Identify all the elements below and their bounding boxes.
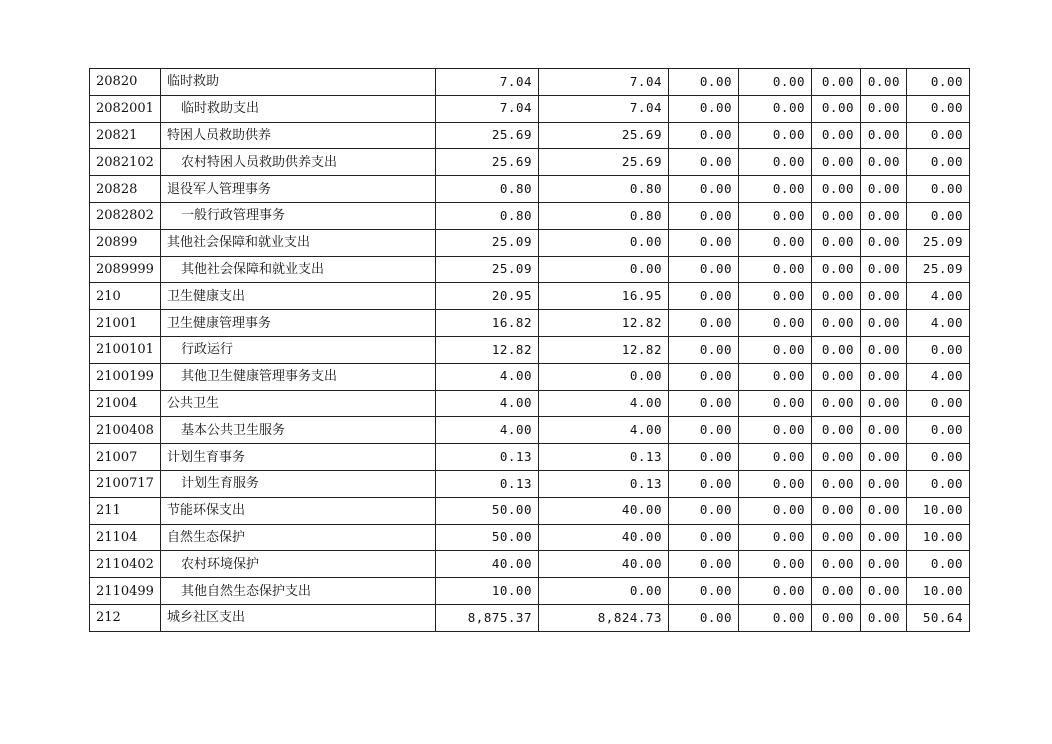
- amount-cell: 0.00: [669, 524, 739, 551]
- amount-cell: 0.00: [861, 310, 907, 337]
- amount-cell: 0.00: [669, 256, 739, 283]
- subject-name-cell: 临时救助支出: [161, 95, 436, 122]
- table-row: [90, 551, 970, 578]
- amount-cell: 7.04: [436, 69, 539, 96]
- amount-cell: 8,824.73: [539, 604, 669, 631]
- amount-cell: 0.00: [739, 69, 812, 96]
- table-row: [90, 604, 970, 631]
- subject-name-cell: 其他社会保障和就业支出: [161, 256, 436, 283]
- table-row: [90, 310, 970, 337]
- amount-cell: 0.00: [812, 524, 861, 551]
- amount-cell: 50.64: [907, 604, 970, 631]
- amount-cell: 0.80: [539, 202, 669, 229]
- amount-cell: 0.00: [812, 604, 861, 631]
- amount-cell: 0.80: [436, 202, 539, 229]
- amount-cell: 0.00: [861, 283, 907, 310]
- amount-cell: 0.00: [739, 176, 812, 203]
- amount-cell: 25.69: [436, 122, 539, 149]
- amount-cell: 0.00: [812, 578, 861, 605]
- amount-cell: 16.82: [436, 310, 539, 337]
- amount-cell: 0.00: [669, 202, 739, 229]
- amount-cell: 25.09: [907, 256, 970, 283]
- subject-code-cell: 212: [90, 604, 161, 631]
- table-row: [90, 176, 970, 203]
- amount-cell: 12.82: [539, 310, 669, 337]
- amount-cell: 16.95: [539, 283, 669, 310]
- amount-cell: 0.00: [539, 578, 669, 605]
- amount-cell: 0.00: [669, 470, 739, 497]
- subject-code-cell: 20828: [90, 176, 161, 203]
- amount-cell: 0.00: [861, 363, 907, 390]
- amount-cell: 0.00: [739, 310, 812, 337]
- amount-cell: 0.00: [669, 604, 739, 631]
- subject-name-cell: 卫生健康管理事务: [161, 310, 436, 337]
- amount-cell: 0.00: [907, 551, 970, 578]
- amount-cell: 25.69: [539, 122, 669, 149]
- amount-cell: 0.00: [907, 176, 970, 203]
- amount-cell: 4.00: [539, 417, 669, 444]
- amount-cell: 0.00: [861, 122, 907, 149]
- table-row: [90, 390, 970, 417]
- amount-cell: 0.00: [739, 444, 812, 471]
- table-row: [90, 497, 970, 524]
- amount-cell: 0.00: [739, 202, 812, 229]
- amount-cell: 0.00: [739, 524, 812, 551]
- amount-cell: 0.00: [861, 256, 907, 283]
- amount-cell: 0.00: [812, 470, 861, 497]
- amount-cell: 0.00: [739, 390, 812, 417]
- amount-cell: 10.00: [907, 578, 970, 605]
- amount-cell: 0.80: [539, 176, 669, 203]
- table-row: [90, 444, 970, 471]
- subject-name-cell: 基本公共卫生服务: [161, 417, 436, 444]
- amount-cell: 7.04: [539, 95, 669, 122]
- amount-cell: 4.00: [907, 310, 970, 337]
- amount-cell: 0.13: [539, 444, 669, 471]
- table-row: [90, 202, 970, 229]
- amount-cell: 0.00: [907, 122, 970, 149]
- amount-cell: 0.00: [907, 470, 970, 497]
- subject-name-cell: 计划生育服务: [161, 470, 436, 497]
- subject-code-cell: 2082802: [90, 202, 161, 229]
- amount-cell: 0.00: [907, 95, 970, 122]
- amount-cell: 0.00: [669, 122, 739, 149]
- amount-cell: 0.00: [812, 417, 861, 444]
- subject-code-cell: 21007: [90, 444, 161, 471]
- amount-cell: 0.00: [669, 417, 739, 444]
- amount-cell: 0.00: [669, 149, 739, 176]
- subject-name-cell: 计划生育事务: [161, 444, 436, 471]
- amount-cell: 7.04: [539, 69, 669, 96]
- amount-cell: 4.00: [539, 390, 669, 417]
- subject-code-cell: 2089999: [90, 256, 161, 283]
- subject-code-cell: 2110499: [90, 578, 161, 605]
- amount-cell: 0.00: [861, 95, 907, 122]
- table-row: [90, 363, 970, 390]
- subject-code-cell: 2100101: [90, 336, 161, 363]
- amount-cell: 4.00: [436, 363, 539, 390]
- amount-cell: 0.00: [739, 470, 812, 497]
- amount-cell: 0.00: [739, 497, 812, 524]
- amount-cell: 0.00: [669, 551, 739, 578]
- amount-cell: 0.13: [436, 444, 539, 471]
- amount-cell: 7.04: [436, 95, 539, 122]
- amount-cell: 0.00: [739, 122, 812, 149]
- amount-cell: 10.00: [907, 497, 970, 524]
- amount-cell: 0.80: [436, 176, 539, 203]
- subject-name-cell: 其他自然生态保护支出: [161, 578, 436, 605]
- amount-cell: 0.00: [907, 202, 970, 229]
- amount-cell: 0.00: [739, 283, 812, 310]
- subject-name-cell: 农村环境保护: [161, 551, 436, 578]
- amount-cell: 0.00: [739, 578, 812, 605]
- amount-cell: 0.00: [861, 176, 907, 203]
- subject-code-cell: 21104: [90, 524, 161, 551]
- amount-cell: 0.00: [669, 578, 739, 605]
- subject-code-cell: 2110402: [90, 551, 161, 578]
- table-row: [90, 69, 970, 96]
- amount-cell: 25.09: [436, 256, 539, 283]
- amount-cell: 50.00: [436, 524, 539, 551]
- amount-cell: 0.00: [861, 202, 907, 229]
- subject-code-cell: 2100408: [90, 417, 161, 444]
- amount-cell: 12.82: [539, 336, 669, 363]
- amount-cell: 0.00: [812, 122, 861, 149]
- amount-cell: 0.00: [669, 229, 739, 256]
- table-row: [90, 470, 970, 497]
- amount-cell: 0.00: [669, 95, 739, 122]
- subject-name-cell: 特困人员救助供养: [161, 122, 436, 149]
- amount-cell: 0.00: [669, 283, 739, 310]
- subject-name-cell: 农村特困人员救助供养支出: [161, 149, 436, 176]
- amount-cell: 0.00: [812, 176, 861, 203]
- amount-cell: 0.00: [907, 69, 970, 96]
- amount-cell: 0.00: [812, 497, 861, 524]
- amount-cell: 10.00: [436, 578, 539, 605]
- subject-name-cell: 卫生健康支出: [161, 283, 436, 310]
- amount-cell: 20.95: [436, 283, 539, 310]
- amount-cell: 0.00: [739, 256, 812, 283]
- amount-cell: 4.00: [436, 417, 539, 444]
- amount-cell: 40.00: [539, 551, 669, 578]
- amount-cell: 0.00: [812, 551, 861, 578]
- amount-cell: 0.00: [812, 256, 861, 283]
- subject-name-cell: 自然生态保护: [161, 524, 436, 551]
- subject-name-cell: 行政运行: [161, 336, 436, 363]
- amount-cell: 0.00: [907, 417, 970, 444]
- amount-cell: 0.13: [539, 470, 669, 497]
- subject-name-cell: 一般行政管理事务: [161, 202, 436, 229]
- amount-cell: 0.00: [812, 69, 861, 96]
- amount-cell: 0.00: [861, 551, 907, 578]
- table-row: [90, 256, 970, 283]
- amount-cell: 0.00: [812, 390, 861, 417]
- amount-cell: 8,875.37: [436, 604, 539, 631]
- amount-cell: 0.00: [861, 444, 907, 471]
- subject-code-cell: 211: [90, 497, 161, 524]
- amount-cell: 0.00: [669, 497, 739, 524]
- subject-name-cell: 临时救助: [161, 69, 436, 96]
- amount-cell: 0.00: [739, 417, 812, 444]
- amount-cell: 0.00: [861, 390, 907, 417]
- amount-cell: 0.00: [539, 229, 669, 256]
- subject-code-cell: 21001: [90, 310, 161, 337]
- amount-cell: 4.00: [436, 390, 539, 417]
- amount-cell: 10.00: [907, 524, 970, 551]
- table-body: [90, 69, 970, 632]
- amount-cell: 0.00: [812, 202, 861, 229]
- amount-cell: 0.00: [812, 95, 861, 122]
- subject-name-cell: 公共卫生: [161, 390, 436, 417]
- subject-code-cell: 2100199: [90, 363, 161, 390]
- table-row: [90, 149, 970, 176]
- amount-cell: 0.00: [739, 551, 812, 578]
- amount-cell: 0.00: [669, 336, 739, 363]
- amount-cell: 0.00: [739, 229, 812, 256]
- amount-cell: 0.00: [669, 69, 739, 96]
- amount-cell: 0.00: [861, 497, 907, 524]
- amount-cell: 25.69: [436, 149, 539, 176]
- amount-cell: 40.00: [539, 524, 669, 551]
- amount-cell: 25.09: [907, 229, 970, 256]
- amount-cell: 0.00: [861, 417, 907, 444]
- amount-cell: 0.00: [539, 363, 669, 390]
- table-row: [90, 229, 970, 256]
- amount-cell: 0.00: [861, 336, 907, 363]
- subject-code-cell: 20821: [90, 122, 161, 149]
- amount-cell: 0.00: [669, 363, 739, 390]
- subject-code-cell: 20820: [90, 69, 161, 96]
- amount-cell: 0.00: [861, 604, 907, 631]
- subject-code-cell: 21004: [90, 390, 161, 417]
- amount-cell: 0.00: [739, 604, 812, 631]
- amount-cell: 0.00: [739, 95, 812, 122]
- amount-cell: 0.00: [739, 149, 812, 176]
- table-row: [90, 95, 970, 122]
- amount-cell: 40.00: [539, 497, 669, 524]
- amount-cell: 50.00: [436, 497, 539, 524]
- amount-cell: 4.00: [907, 363, 970, 390]
- amount-cell: 0.00: [669, 310, 739, 337]
- subject-name-cell: 其他卫生健康管理事务支出: [161, 363, 436, 390]
- amount-cell: 0.00: [861, 524, 907, 551]
- amount-cell: 0.00: [812, 363, 861, 390]
- amount-cell: 0.00: [669, 390, 739, 417]
- amount-cell: 0.00: [739, 336, 812, 363]
- amount-cell: 0.00: [812, 444, 861, 471]
- subject-name-cell: 城乡社区支出: [161, 604, 436, 631]
- amount-cell: 0.00: [907, 336, 970, 363]
- subject-code-cell: 210: [90, 283, 161, 310]
- table-row: [90, 283, 970, 310]
- amount-cell: 4.00: [907, 283, 970, 310]
- amount-cell: 12.82: [436, 336, 539, 363]
- amount-cell: 0.00: [907, 390, 970, 417]
- subject-code-cell: 20899: [90, 229, 161, 256]
- amount-cell: 25.69: [539, 149, 669, 176]
- amount-cell: 0.00: [861, 470, 907, 497]
- amount-cell: 0.00: [861, 149, 907, 176]
- table-row: [90, 578, 970, 605]
- budget-table: [89, 68, 970, 632]
- subject-name-cell: 退役军人管理事务: [161, 176, 436, 203]
- table-row: [90, 417, 970, 444]
- amount-cell: 0.00: [812, 149, 861, 176]
- table-row: [90, 524, 970, 551]
- subject-code-cell: 2082001: [90, 95, 161, 122]
- amount-cell: 0.00: [812, 229, 861, 256]
- amount-cell: 0.00: [812, 336, 861, 363]
- subject-code-cell: 2082102: [90, 149, 161, 176]
- table-row: [90, 122, 970, 149]
- amount-cell: 0.00: [669, 176, 739, 203]
- amount-cell: 40.00: [436, 551, 539, 578]
- amount-cell: 0.13: [436, 470, 539, 497]
- amount-cell: 0.00: [539, 256, 669, 283]
- amount-cell: 0.00: [669, 444, 739, 471]
- amount-cell: 25.09: [436, 229, 539, 256]
- amount-cell: 0.00: [812, 310, 861, 337]
- amount-cell: 0.00: [907, 444, 970, 471]
- amount-cell: 0.00: [861, 229, 907, 256]
- amount-cell: 0.00: [861, 578, 907, 605]
- subject-name-cell: 其他社会保障和就业支出: [161, 229, 436, 256]
- amount-cell: 0.00: [861, 69, 907, 96]
- subject-name-cell: 节能环保支出: [161, 497, 436, 524]
- subject-code-cell: 2100717: [90, 470, 161, 497]
- table-row: [90, 336, 970, 363]
- amount-cell: 0.00: [739, 363, 812, 390]
- amount-cell: 0.00: [812, 283, 861, 310]
- amount-cell: 0.00: [907, 149, 970, 176]
